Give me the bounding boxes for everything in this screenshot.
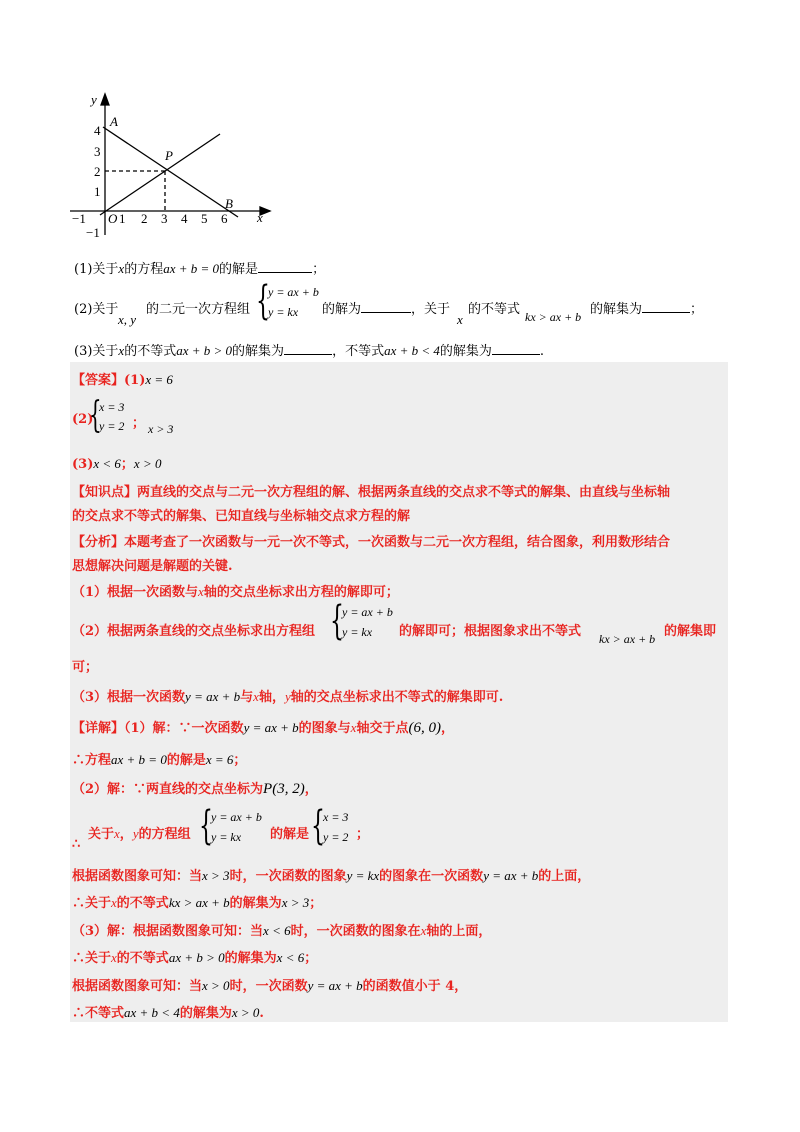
question-3: (3)关于x的不等式ax + b > 0的解集为 ，不等式ax + b < 4的解集为 . [74, 343, 545, 359]
function-graph [70, 90, 280, 240]
detail: 【详解】（1）解：∵一次函数y = ax + b的图象与x轴交于点(6, 0)， [72, 720, 454, 736]
point-a-label: A [110, 114, 118, 129]
y-axis-label: y [91, 92, 97, 107]
origin-label: O [108, 211, 118, 226]
x-tick-6: 6 [221, 211, 228, 226]
answer-blank[interactable] [642, 312, 690, 313]
y-tick-2: 2 [94, 164, 101, 179]
answer-line-3: (3)x < 6；x > 0 [72, 456, 162, 472]
analysis: 【分析】本题考查了一次函数与一元一次不等式，一次函数与二元一次方程组，结合图象，利用数形结合 [72, 535, 671, 550]
y-tick-4: 4 [94, 123, 101, 138]
answer-blank[interactable] [258, 272, 312, 273]
answer-line-1: 【答案】(1)x = 6 [72, 372, 173, 388]
point-p-label: P [165, 148, 173, 163]
x-tick-4: 4 [181, 211, 188, 226]
y-tick-neg1: −1 [86, 225, 100, 240]
x-tick-3: 3 [161, 211, 168, 226]
question-1: (1)关于x的方程ax + b = 0的解是 ； [74, 261, 326, 277]
x-tick-neg1: −1 [72, 211, 86, 226]
x-tick-5: 5 [201, 211, 208, 226]
x-axis-label: x [257, 210, 263, 225]
y-tick-3: 3 [94, 144, 101, 159]
answer-blank[interactable] [361, 312, 411, 313]
x-tick-2: 2 [141, 211, 148, 226]
x-tick-1: 1 [119, 211, 126, 226]
knowledge-point: 【知识点】两直线的交点与二元一次方程组的解、根据两条直线的交点求不等式的解集、由直线与坐标轴 [72, 485, 671, 500]
answer-blank[interactable] [284, 354, 332, 355]
answer-blank[interactable] [492, 354, 540, 355]
point-b-label: B [225, 196, 233, 211]
y-tick-1: 1 [94, 184, 101, 199]
